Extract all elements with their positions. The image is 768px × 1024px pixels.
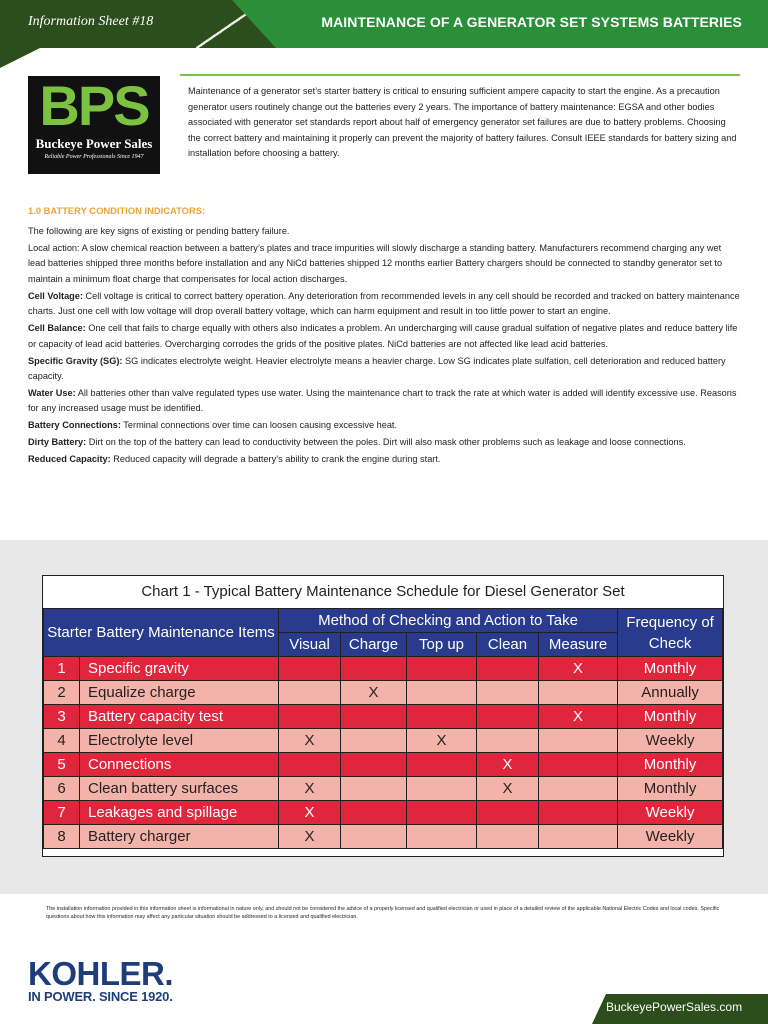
- col-header-items: Starter Battery Maintenance Items: [44, 609, 279, 657]
- row-mark: [279, 681, 341, 705]
- row-mark: [407, 801, 477, 825]
- maintenance-table: [43, 608, 723, 849]
- row-frequency: Monthly: [618, 753, 723, 777]
- col-header-frequency: Frequency of Check: [618, 609, 723, 657]
- row-mark: [279, 705, 341, 729]
- row-number: 6: [44, 777, 80, 801]
- row-number: 3: [44, 705, 80, 729]
- row-frequency: Monthly: [618, 705, 723, 729]
- row-mark: [539, 825, 618, 849]
- indicator-item: [28, 418, 740, 434]
- row-number: 7: [44, 801, 80, 825]
- indicator-text: SG indicates electrolyte weight. Heavier electrolyte means a heavier charge. Low SG indicates plate sulfation, cell deterioration and reduced battery capacity.: [28, 355, 726, 382]
- row-item: Clean battery surfaces: [80, 777, 279, 801]
- row-mark: [341, 705, 407, 729]
- row-mark: [477, 729, 539, 753]
- row-mark: X: [279, 777, 341, 801]
- indicator-item: [28, 354, 740, 385]
- indicators-lead: The following are key signs of existing or pending battery failure.: [28, 226, 290, 236]
- row-mark: [341, 729, 407, 753]
- table-row: [44, 777, 723, 801]
- table-row: [44, 801, 723, 825]
- row-mark: [341, 777, 407, 801]
- row-mark: [279, 657, 341, 681]
- col-header-method: Visual: [279, 633, 341, 657]
- indicator-item: [28, 435, 740, 451]
- row-mark: [539, 777, 618, 801]
- chart-title: Chart 1 - Typical Battery Maintenance Schedule for Diesel Generator Set: [141, 583, 625, 600]
- indicators-body: [28, 224, 740, 469]
- row-mark: X: [341, 681, 407, 705]
- row-item: Leakages and spillage: [80, 801, 279, 825]
- row-mark: [477, 681, 539, 705]
- row-mark: [407, 777, 477, 801]
- indicator-label: Battery Connections:: [28, 420, 121, 431]
- row-mark: [539, 729, 618, 753]
- maintenance-table-body: [44, 657, 723, 849]
- col-header-method: Top up: [407, 633, 477, 657]
- row-item: Equalize charge: [80, 681, 279, 705]
- indicator-label: Cell Balance:: [28, 323, 86, 334]
- website-link[interactable]: BuckeyePowerSales.com: [606, 1000, 743, 1014]
- row-mark: X: [539, 705, 618, 729]
- row-mark: [407, 753, 477, 777]
- col-header-method: Clean: [477, 633, 539, 657]
- row-frequency: Monthly: [618, 657, 723, 681]
- row-number: 2: [44, 681, 80, 705]
- row-frequency: Weekly: [618, 729, 723, 753]
- indicator-label: Reduced Capacity:: [28, 453, 111, 464]
- indicator-text: Terminal connections over time can loosen causing excessive heat.: [120, 420, 398, 431]
- indicator-text: Local action: A slow chemical reaction between a battery’s plates and trace impurities will slowly discharge a standing battery. Manufacturers recommend charging any wet lead batteries shipped three months before installation and any NiCd batteries shipped 12 months earlier Battery chargers should be connected to standby generator set to maintain a minimum float charge that compensates for local action discharges.: [28, 242, 723, 284]
- indicator-text: Cell voltage is critical to correct battery operation. Any deterioration from recommended levels in any cell should be recorded and tracked on battery maintenance charts. Just one cell with low voltage will drop overall battery voltage, which can harm equipment and result in too little power to start an engine.: [28, 290, 740, 317]
- logo-initials: BPS: [39, 74, 149, 137]
- table-row: [44, 705, 723, 729]
- kohler-logo: KOHLER.: [28, 955, 173, 992]
- row-mark: [539, 753, 618, 777]
- row-mark: [341, 825, 407, 849]
- row-item: Battery charger: [80, 825, 279, 849]
- row-mark: [279, 753, 341, 777]
- table-row: [44, 729, 723, 753]
- table-row: [44, 753, 723, 777]
- row-number: 1: [44, 657, 80, 681]
- indicator-item: [28, 289, 740, 320]
- row-mark: [407, 705, 477, 729]
- page-title: MAINTENANCE OF A GENERATOR SET SYSTEMS BATTERIES: [321, 14, 742, 30]
- row-mark: [539, 681, 618, 705]
- row-mark: [341, 753, 407, 777]
- logo-name: Buckeye Power Sales: [35, 136, 153, 151]
- col-header-method: Charge: [341, 633, 407, 657]
- row-mark: X: [477, 777, 539, 801]
- indicator-item: [28, 386, 740, 417]
- sheet-label: Information Sheet #18: [28, 14, 154, 29]
- indicator-text: Dirt on the top of the battery can lead to conductivity between the poles. Dirt will also mask other problems such as leakage and loose connections.: [86, 437, 686, 448]
- row-mark: [477, 825, 539, 849]
- row-mark: X: [279, 825, 341, 849]
- row-mark: [477, 801, 539, 825]
- row-mark: [341, 801, 407, 825]
- indicator-item: [28, 241, 740, 288]
- disclaimer: The installation information provided in this information sheet is informational in nature only, and should not be considered the advice of a properly licensed and qualified electrician or used in place of a detailed review of the applicable National Electric Codes and local codes. Specific questions about how this information may affect any particular situation should be addressed to a licensed and qualified electrician.: [46, 906, 720, 920]
- section-heading: 1.0 BATTERY CONDITION INDICATORS:: [28, 205, 206, 216]
- col-header-method-group: Method of Checking and Action to Take: [279, 609, 618, 633]
- row-frequency: Annually: [618, 681, 723, 705]
- row-frequency: Monthly: [618, 777, 723, 801]
- row-mark: [407, 657, 477, 681]
- indicator-label: Specific Gravity (SG):: [28, 355, 123, 366]
- row-item: Battery capacity test: [80, 705, 279, 729]
- kohler-tagline: IN POWER. SINCE 1920.: [28, 989, 173, 1004]
- indicator-list: [28, 241, 740, 468]
- row-number: 8: [44, 825, 80, 849]
- indicator-text: All batteries other than valve regulated types use water. Using the maintenance chart to track the rate at which water is added will identify excessive use. Reasons for any increased usage must be identified.: [28, 387, 737, 414]
- row-mark: [477, 657, 539, 681]
- logo-tagline: Reliable Power Professionals Since 1947: [44, 154, 144, 160]
- table-row: [44, 681, 723, 705]
- row-mark: [407, 681, 477, 705]
- maintenance-chart: [42, 575, 724, 857]
- row-item: Connections: [80, 753, 279, 777]
- intro-paragraph: Maintenance of a generator set’s starter battery is critical to ensuring sufficient ampere capacity to start the engine. As a precaution generator users routinely change out the batteries every 2 years. The importance of battery maintenance: EGSA and other bodies associated with generator set standards report about half of emergency generator set failures are due to battery problems. Choosing the correct battery and maintaining it properly can prevent the majority of battery failures. Consult IEEE standards for battery sizing and installation before choosing a battery.: [188, 86, 737, 159]
- header-corner: [0, 48, 40, 68]
- indicator-label: Water Use:: [28, 387, 76, 398]
- row-mark: [407, 825, 477, 849]
- bps-logo: [28, 76, 160, 174]
- row-mark: X: [279, 801, 341, 825]
- indicator-text: Reduced capacity will degrade a battery’s ability to crank the engine during start.: [110, 453, 441, 464]
- header-banner: [0, 0, 768, 48]
- row-item: Specific gravity: [80, 657, 279, 681]
- indicator-label: Dirty Battery:: [28, 437, 87, 448]
- indicator-text: One cell that fails to charge equally with others also indicates a problem. An undercharging will cause gradual sulfation of negative plates and reduce battery life or capacity of lead acid batteries. Overcharging corrodes the grids of the positive plates. NiCd batteries are not affected like lead acid batteries.: [28, 323, 738, 349]
- row-mark: X: [407, 729, 477, 753]
- row-mark: X: [539, 657, 618, 681]
- row-number: 4: [44, 729, 80, 753]
- table-row: [44, 657, 723, 681]
- row-mark: X: [279, 729, 341, 753]
- table-row: [44, 825, 723, 849]
- intro-rule: [180, 74, 740, 76]
- row-mark: [539, 801, 618, 825]
- row-mark: X: [477, 753, 539, 777]
- col-header-method: Measure: [539, 633, 618, 657]
- indicator-item: [28, 321, 740, 352]
- row-frequency: Weekly: [618, 825, 723, 849]
- indicator-item: [28, 452, 740, 468]
- row-number: 5: [44, 753, 80, 777]
- row-item: Electrolyte level: [80, 729, 279, 753]
- indicator-label: Cell Voltage:: [28, 290, 83, 301]
- row-mark: [341, 657, 407, 681]
- row-frequency: Weekly: [618, 801, 723, 825]
- row-mark: [477, 705, 539, 729]
